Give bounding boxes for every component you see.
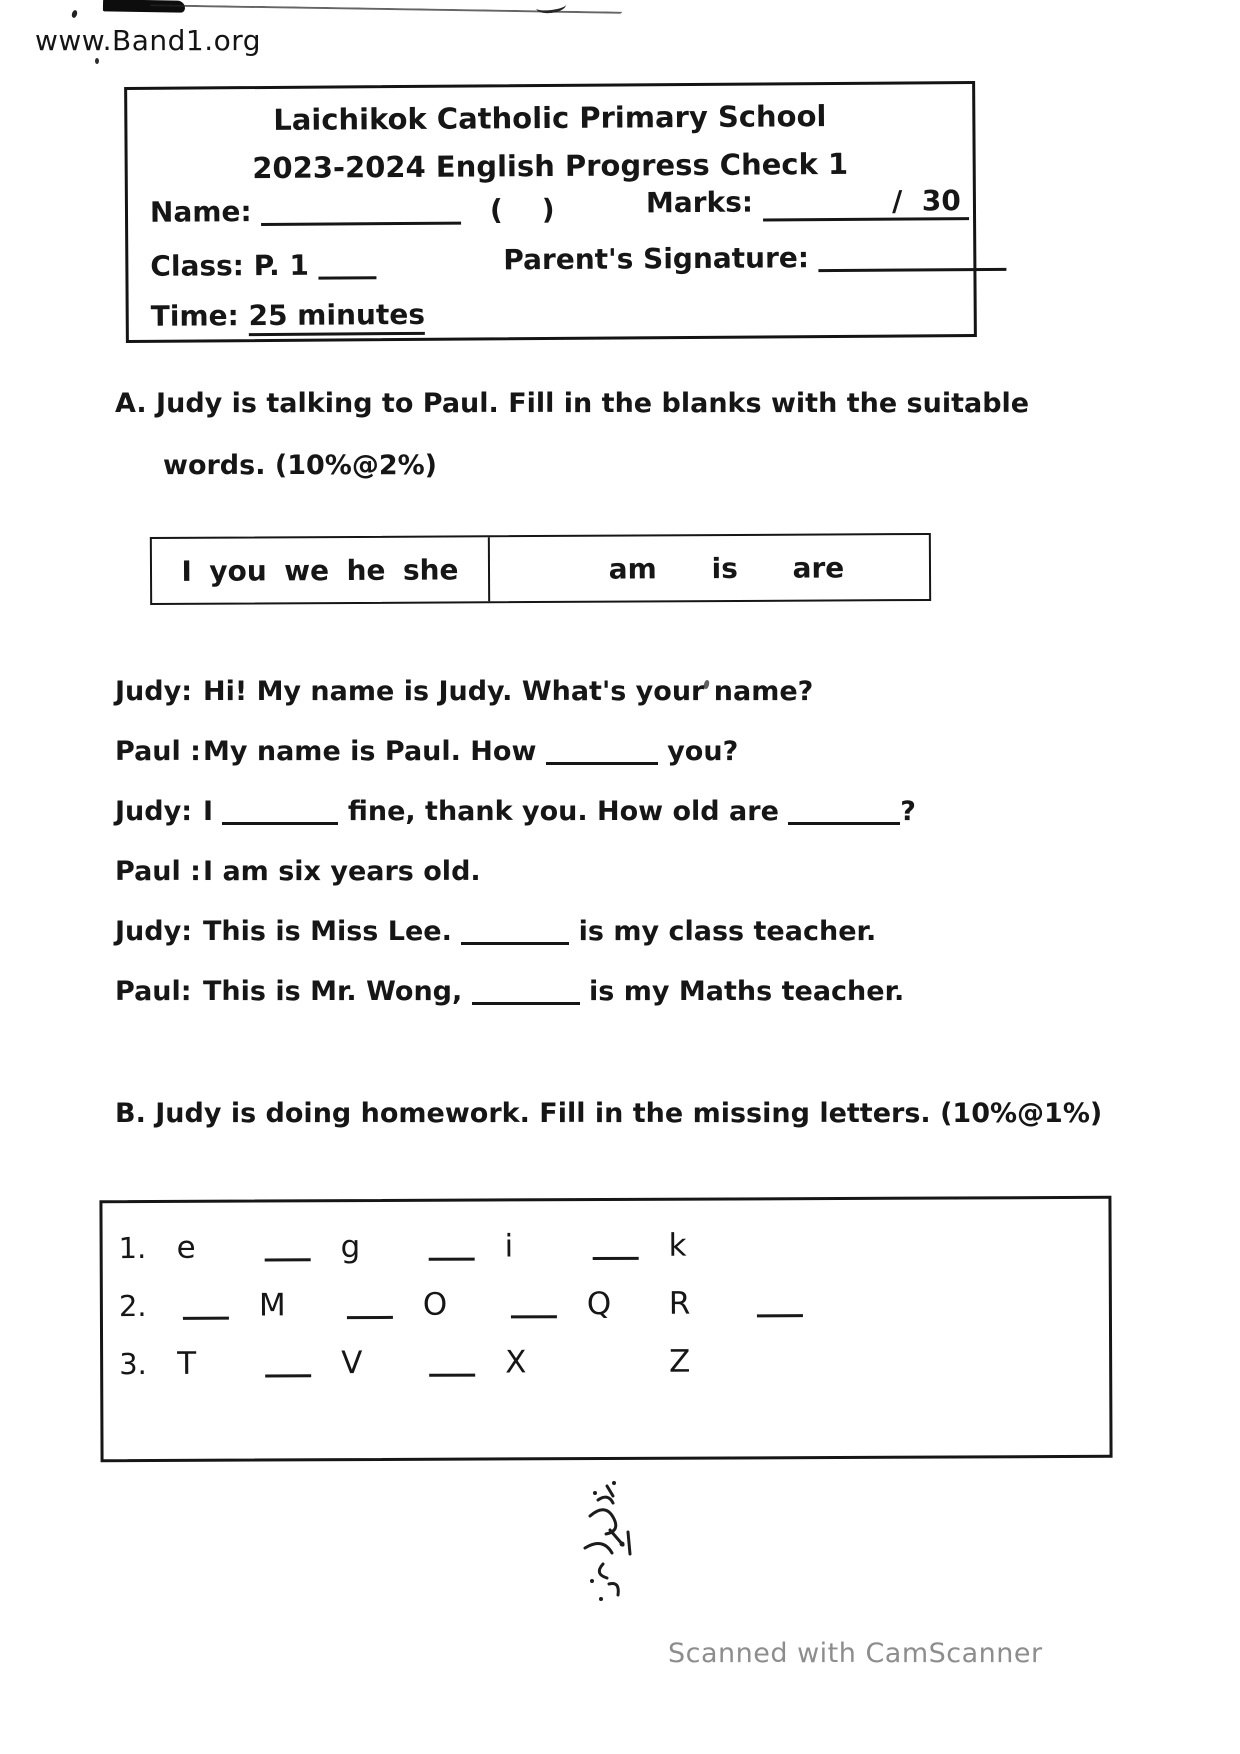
answer-blank-line	[546, 762, 658, 765]
missing-letter-blank	[177, 1277, 259, 1335]
signature-label: Parent's Signature:	[503, 241, 810, 277]
name-blank-line	[262, 222, 462, 226]
word-bank-word: she	[402, 552, 459, 587]
word-bank-word: is	[711, 551, 738, 585]
dialogue-segment: is my Maths teacher.	[579, 976, 905, 1007]
dialogue-segment: you?	[657, 736, 739, 767]
dialogue-segment: This is Miss Lee.	[203, 916, 462, 947]
speaker-label: Judy:	[115, 916, 192, 947]
letter: Q	[586, 1285, 612, 1323]
blank-line	[593, 1257, 639, 1260]
blank-line	[183, 1317, 229, 1320]
letter: O	[422, 1286, 448, 1323]
class-blank-line	[319, 276, 377, 279]
letter: Z	[669, 1343, 691, 1380]
letter: e	[176, 1229, 196, 1266]
letter-gap	[587, 1333, 669, 1391]
speaker-label: Judy:	[115, 676, 192, 707]
dialogue-line	[115, 676, 916, 714]
dialogue-line	[115, 976, 916, 1014]
dialogue-text	[203, 916, 876, 947]
signature-blank-line	[819, 268, 1007, 272]
blank-line	[265, 1374, 311, 1377]
letter: M	[258, 1287, 286, 1324]
class-field	[150, 248, 377, 283]
dialogue-text	[203, 796, 916, 827]
blank-line	[511, 1315, 557, 1318]
name-label: Name:	[149, 195, 252, 229]
dialogue-segment: is my class teacher.	[569, 916, 877, 947]
dialogue-segment: My name is Paul. How	[203, 736, 546, 767]
letter: T	[177, 1345, 197, 1382]
word-bank-word: you	[209, 553, 267, 588]
answer-blank-line	[472, 1002, 580, 1005]
time-label: Time:	[150, 299, 239, 333]
missing-letter-blank	[259, 1334, 341, 1392]
speaker-label: Paul :	[115, 856, 201, 887]
answer-blank-line	[222, 822, 338, 825]
time-field	[151, 298, 425, 333]
missing-letter-blank	[505, 1275, 587, 1333]
blank-line	[757, 1314, 803, 1317]
letter: R	[668, 1285, 691, 1322]
letter: i	[504, 1228, 514, 1265]
dialogue-segment: ?	[900, 796, 916, 827]
dialogue-block	[115, 676, 916, 1036]
word-bank-word: I	[181, 554, 192, 588]
word-bank-word: we	[284, 553, 330, 587]
dialogue-text	[203, 856, 481, 887]
word-bank-word: he	[346, 553, 386, 587]
section-a-instruction-line1: A. Judy is talking to Paul. Fill in the blanks with the suitable	[115, 388, 1030, 419]
marks-field	[646, 184, 969, 222]
row-number: 1.	[118, 1231, 147, 1266]
time-value: 25 minutes	[248, 298, 425, 336]
speaker-label: Paul:	[115, 976, 192, 1007]
missing-letters-box	[99, 1196, 1112, 1462]
blank-line	[347, 1316, 393, 1319]
dialogue-segment: Hi! My name is Judy. What's your name?	[203, 676, 814, 707]
marks-blank-line: / 30	[763, 184, 969, 221]
speaker-label: Paul :	[115, 736, 201, 767]
word-bank-word: are	[792, 550, 845, 585]
dialogue-text	[203, 676, 813, 707]
letter: k	[668, 1227, 687, 1264]
missing-letter-blank	[587, 1217, 669, 1275]
blank-line	[265, 1258, 311, 1261]
watermark-url: www.Band1.org	[35, 24, 262, 57]
dialogue-segment: fine, thank you. How old are	[338, 796, 789, 827]
letter-row	[103, 1215, 1109, 1277]
word-bank-word: am	[608, 551, 657, 586]
speaker-label: Judy:	[115, 796, 192, 827]
school-name: Laichikok Catholic Primary School	[273, 99, 827, 137]
exam-title: 2023-2024 English Progress Check 1	[252, 146, 849, 186]
dialogue-segment: I	[203, 796, 223, 827]
dialogue-line	[115, 736, 916, 774]
word-bank-pronouns	[152, 537, 490, 603]
missing-letter-blank	[341, 1276, 423, 1334]
dialogue-text	[203, 736, 738, 767]
class-number-bracket: ( )	[489, 192, 555, 227]
dialogue-line	[115, 916, 916, 954]
missing-letter-blank	[423, 1333, 505, 1391]
marks-label: Marks:	[645, 185, 754, 220]
ink-scribble	[552, 1478, 652, 1608]
section-b-instruction: B. Judy is doing homework. Fill in the missing letters. (10%@1%)	[115, 1098, 1103, 1129]
row-number: 2.	[118, 1289, 147, 1324]
dialogue-line	[115, 856, 916, 894]
blank-line	[429, 1374, 475, 1377]
class-label: Class:	[150, 249, 245, 283]
letter: g	[340, 1229, 361, 1266]
blank-line	[429, 1258, 475, 1261]
scan-speck	[95, 58, 99, 64]
dialogue-segment: I am six years old.	[203, 856, 481, 887]
section-a-instruction-line2: words. (10%@2%)	[163, 450, 438, 481]
name-field	[150, 194, 462, 229]
word-bank-verbs	[490, 535, 929, 601]
exam-header-box	[124, 81, 977, 343]
class-value: P. 1	[253, 248, 310, 283]
dialogue-segment: This is Mr. Wong,	[203, 976, 472, 1007]
letter-row	[103, 1273, 1109, 1335]
missing-letter-blank	[751, 1274, 833, 1332]
answer-blank-line	[788, 822, 900, 825]
dialogue-text	[203, 976, 904, 1007]
letter-row	[103, 1331, 1109, 1393]
signature-field	[503, 240, 1007, 277]
word-bank-box	[150, 533, 931, 605]
dialogue-line	[115, 796, 916, 834]
answer-blank-line	[461, 942, 569, 945]
row-number: 3.	[119, 1347, 147, 1382]
letter: V	[341, 1345, 363, 1382]
missing-letter-blank	[423, 1217, 505, 1275]
missing-letter-blank	[259, 1218, 341, 1276]
camscanner-footer: Scanned with CamScanner	[668, 1638, 1043, 1669]
letter: X	[505, 1344, 527, 1381]
scan-speck	[71, 9, 78, 18]
